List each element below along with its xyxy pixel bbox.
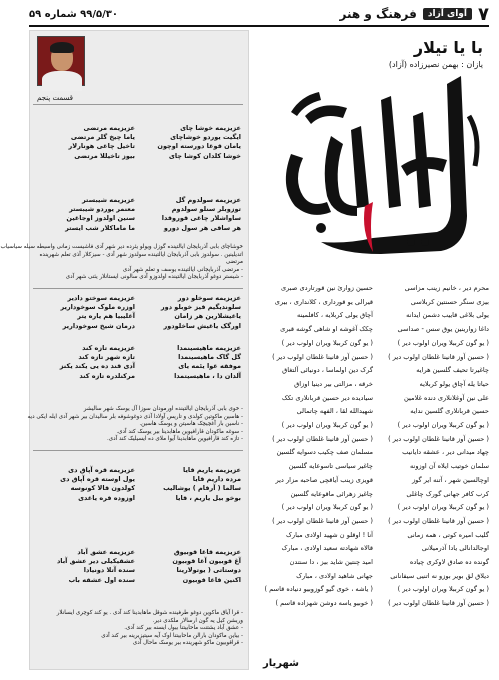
- verse-column-right: محرم دیر ، خانیم زینب مزاسی بیزی سنگر حسنتین کربلاسی یولی بلاغی قاییب دشمن ایدانه داغا زوارینین یوق سس - صداسی ( یو گون کرببلا ویران اولوب دیر ) ( حسین آوز قانینا غلطان اولوب دیر ) چاغیرتا تحیف گلسین هرایه حیاتا یله آچاق یولو کربلایه علی نین آوغلانلاری دنده غلامین حسین قربانلاری گلسین ندایه ( یو گون کرببلا ویران اولوب دیر ) ( حسین آوز قانینا غلطان اولوب دیر ) چهاد میدانی دیر ، عشقه دایانیب سلمان خوتیب ایلاه آن اوزونه اوچالسین شهر ، آتنه ایر گوز کرب کافر جهانی گورک چاغلی ( یو گون کرببلا ویران اولوب دیر ) ( حسین آوز قانینا غلطان اولوب دیر ) گلیب امیره کوتی ، همه زمانی اوجالدانالی یادا آذرمیلانی گونده ده صادق لاوکری چیاده دیلاق لق بویر بوزو نه اتنیی سیفانانی ( یو گون کرببلا ویران اولوب دیر ) ( حسین آوز قانینا غلطان اولوب دیر ): [388, 284, 489, 608]
- stanza: عزیزیمه شیبستر معنمر یوردو شیبستر سنین اولدوز اوجاغین ما ماماکلار شب ایستر: [65, 196, 135, 232]
- stanza-group-5: [37, 466, 241, 503]
- section-title: فرهنگ و هنر: [339, 7, 417, 21]
- footnote-3: - قرا آیاق ماکوین دوغو طرفینده شوقل ماهابدینا کند آدی . یو کند کوچری ایسانلار وریشن کیل یه گون ارسالار ملکدی دیر. - عشق آباد یشتنت ماحابیتنا بیول ایسنه بیر کند آدی. - بیاین ماکودان بارالن ماحابیتنا اوک آیه سیتیزیرینه بیر کند آدی - قراقوبیون ماکو شهرینده بیر یوسک ماحال آدی: [56, 610, 243, 647]
- stanza-group-3: [37, 294, 241, 331]
- poem-title: با یا تیلار: [413, 38, 483, 57]
- header-right: [340, 4, 489, 25]
- stanza: عزیزیمه ماهیسینمدا گل گاک ماهیسینمدا موفقه غوا یئمه یای آلدان دا ، ماهیسیتمدا: [174, 344, 241, 380]
- stanza: عزیزیمه قره آپاق دی یول اوسته قره آپاق دی کولدون قالا کونوسه اوزوده قره یاغدی: [60, 466, 135, 502]
- stanza-group-2: [37, 196, 241, 233]
- stanza: عزیزیمه عشق آباد عشقیکیلی دیر عشق آباد سنده آتلا دونیادا سنده اول عشقه باب: [56, 548, 135, 584]
- footnote-2: - خوی بابی آذربایجان ایالتینده اورمودان سوزا آل یوسک شهر سالیشر - هاسین ماکوتین کولدی و تاریس آولادا آذی دوغوشوفه بلر سالیدان بیر شهر آدی ایله ایکی دیه - ناسین بار آغچیچک هاسیتن و یوسک هاسین. - سوغه ماکودان قارافیوین ماهابدینا بیر یوسک کند آدی. - تازه کند قارافیوین ماهابدینا آیوا ملای ده ایسیلیک کند آدی.: [27, 406, 243, 443]
- newspaper-logo: آوای آزاد: [423, 8, 472, 20]
- issue-info: ۹۹/۵/۳۰ شماره ۵۹: [29, 8, 118, 20]
- divider: [33, 104, 243, 105]
- divider: [33, 450, 243, 451]
- stanza: عزیزیمه قاغا قوبیوق آغ قوبیون آغا قوبیون دوستاتی ( یوتولارینا اکنین قاغا قوبیون: [172, 548, 241, 584]
- poet-signature: شهریار: [263, 658, 299, 669]
- calligraphy-artwork: [261, 56, 491, 266]
- stanza: عزیزیمه سوختو دادیر اوزره ملوک سوخوداریر آغلیبیا هم یاره یتر درمان شیخ سوخوداریر: [60, 294, 135, 330]
- verse-column-left: حسین زوارئ نین قورتاردی صبری قیرالی یو قورداری ، کلانداری ، بیری آچاق یولی کربلایه ، کافلمینه چکک آغوشه او شاهی گوشه قبری ( یو گون کرببلا ویران اولوب دیر ) ( حسین آوز قانینا غلطان اولوب دیر ) گرک دین اولماسا ، دونیائی آلتغاق خرقه ، مزالتی بیر دینیا اوزاق سیادیده دیر حسین قربانلاری تکک شهیدالله لقا ، الفهه چاتمالی ( یو گون کرببلا ویران اولوب دیر ) ( حسین آوز قانینا غلطان اولوب دیر ) مسلمان صف چکیب دسوایه گلسین چاغیر سیاسی تاسوعایه گلسین قویزی زینب آیاقچی صاحبه مزار دیر چاغیز زهرائی ماقوعایه گلسین ( یو گون کرببلا ویران اولوب دیر ) ( حسین آوز قانینا غلطان اولوب دیر ) آنا ! اوقلو ن شهید اولادی مبارک قالاه شهادته سعید اولادی ، مبارک امید چنتین شاید بیز ، دا سنتدن جهانی شاهید اولادی ، مبارک ( یاشه ، خوی گیو گوزوبیو دنیاده قاسم ) ( خوبیو یاسه دوشن شهزاده قاسم ): [264, 284, 373, 608]
- poem-part: قسمت پنجم: [37, 94, 73, 102]
- stanza-group-1: [37, 124, 241, 161]
- poem-author: یازان : بهمن نصیرزاده (آزاد): [388, 60, 483, 69]
- stanza-group-4: [37, 344, 241, 381]
- stanza: عزیزیمه خوشا چای ایگیت یوردو خوشاچای یامان قوغا دورسته اوچون خوشا کلدان کوشا چای: [157, 124, 241, 160]
- stanza: عزیزیمه تازه کند تازه شهر تازه کند آدی قند ده یی یکند یکنز مرکنلدره تازه کند: [59, 344, 135, 380]
- divider: [33, 288, 243, 289]
- stanza: عزیزیمه سولدوم گل توزوبلر سنلو سولدوم ساواشلار چاغی قوروقدا هر ساقی هر سول دورو: [161, 196, 241, 232]
- author-photo: [37, 36, 85, 86]
- page-header: [29, 4, 489, 24]
- footnote-1: خوشاچای بابی آذربایجان ایالتینده گوزل ویولو یئرده دیر شهر آدی فاشیست زمانی واسیطه سیله سیاسیاب اتدیلینین . سولدوز بابی آذربایجان ایالتینده سولدوز شهر آدی - سیزکلار آذی تعلم شهرینده مرتضی - مرتضی آذربایجانی ایالتینده یوسف و تعلم شهر آدی - شیستر دوغو آذربایجان ایالتینده اولدوزو آدی سالونی ایستانلار یئنی شهر آدی: [0, 244, 243, 281]
- stanza: عزیزیمه یاریم قایا مرده داریم قایا سالما ( آرقام ) یوشالیب بوخو بیل یاریم ، قایا: [163, 466, 241, 502]
- stanza-group-6: [37, 548, 241, 585]
- stanza: عزیزیمه سوخلو دور سلوندیگیم قیز خوبلو دور یاغیشلارین هر زامان اورگک یاغیش ساخلودور: [160, 294, 241, 330]
- stanza: عزیزیمه مرتضی یاما چیخ گلر مرتضی تاخیل چاغی هونارلار بیوز تاخیللا مرتضی: [68, 124, 135, 160]
- page-number: ۷: [478, 3, 489, 25]
- header-rule: [29, 25, 489, 27]
